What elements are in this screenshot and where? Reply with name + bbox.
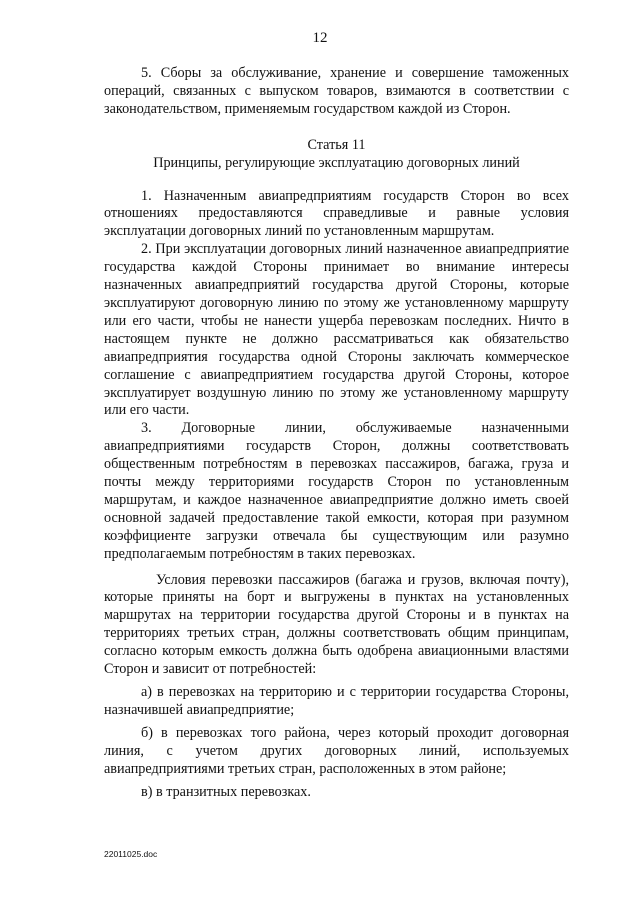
paragraph-3: 3. Договорные линии, обслуживаемые назначенными авиапредприятиями государств Сторон, должны соответствовать общественным потребностям в перевозках пассажиров, багажа, груза и почты между территориями государств Сторон по установленным маршрутам, и каждое назначенное авиапредприятие должно иметь своей основной задачей предоставление такой емкости, которая при разумном коэффициенте загрузки отвечала бы существующим или разумно предполагаемым потребностям в таких перевозках.	[104, 420, 569, 562]
document-body	[104, 65, 569, 801]
list-item-b: б) в перевозках того района, через который проходит договорная линия, с учетом других договорных линий, используемых авиапредприятиями третьих стран, расположенных в этом районе;	[104, 724, 569, 777]
paragraph-1: 1. Назначенным авиапредприятиям государств Сторон во всех отношениях предоставляются справедливые и равные условия эксплуатации договорных линий по установленным маршрутам.	[104, 187, 569, 240]
article-number: Статья 11	[307, 136, 366, 153]
footer-filename: 22011025.doc	[104, 849, 158, 859]
page-number: 12	[312, 30, 328, 46]
list-item-a: а) в перевозках на территорию и с территории государства Стороны, назначившей авиапредприятие;	[104, 684, 569, 718]
paragraph-2: 2. При эксплуатации договорных линий назначенное авиапредприятие государства каждой Стороны принимает во внимание интересы назначенных авиапредприятий государства другой Стороны, которые эксплуатируют договорную линию по этому же установленному маршруту или его части, чтобы не нанести ущерба перевозкам последних. Ничто в настоящем пункте не должно рассматриваться как обязательство авиапредприятия государства одной Стороны заключать коммерческое соглашение с авиапредприятием государства другой Стороны, которое эксплуатирует воздушную линию по этому же установленному маршруту или его части.	[104, 241, 569, 419]
list-item-c: в) в транзитных перевозках.	[141, 783, 311, 800]
article-title: Принципы, регулирующие эксплуатацию договорных линий	[153, 154, 520, 171]
paragraph-5: 5. Сборы за обслуживание, хранение и совершение таможенных операций, связанных с выпуском товаров, взимаются в соответствии с законодательством, применяемым государством каждой из Сторон.	[104, 65, 569, 117]
paragraph-conditions: Условия перевозки пассажиров (багажа и грузов, включая почту), которые приняты на борт и выгружены в пунктах на установленных маршрутах на территории государства другой Стороны и в пунктах на территориях третьих стран, должны соответствовать общим принципам, согласно которым емкость должна быть одобрена авиационными властями Сторон и зависит от потребностей:	[104, 571, 569, 678]
